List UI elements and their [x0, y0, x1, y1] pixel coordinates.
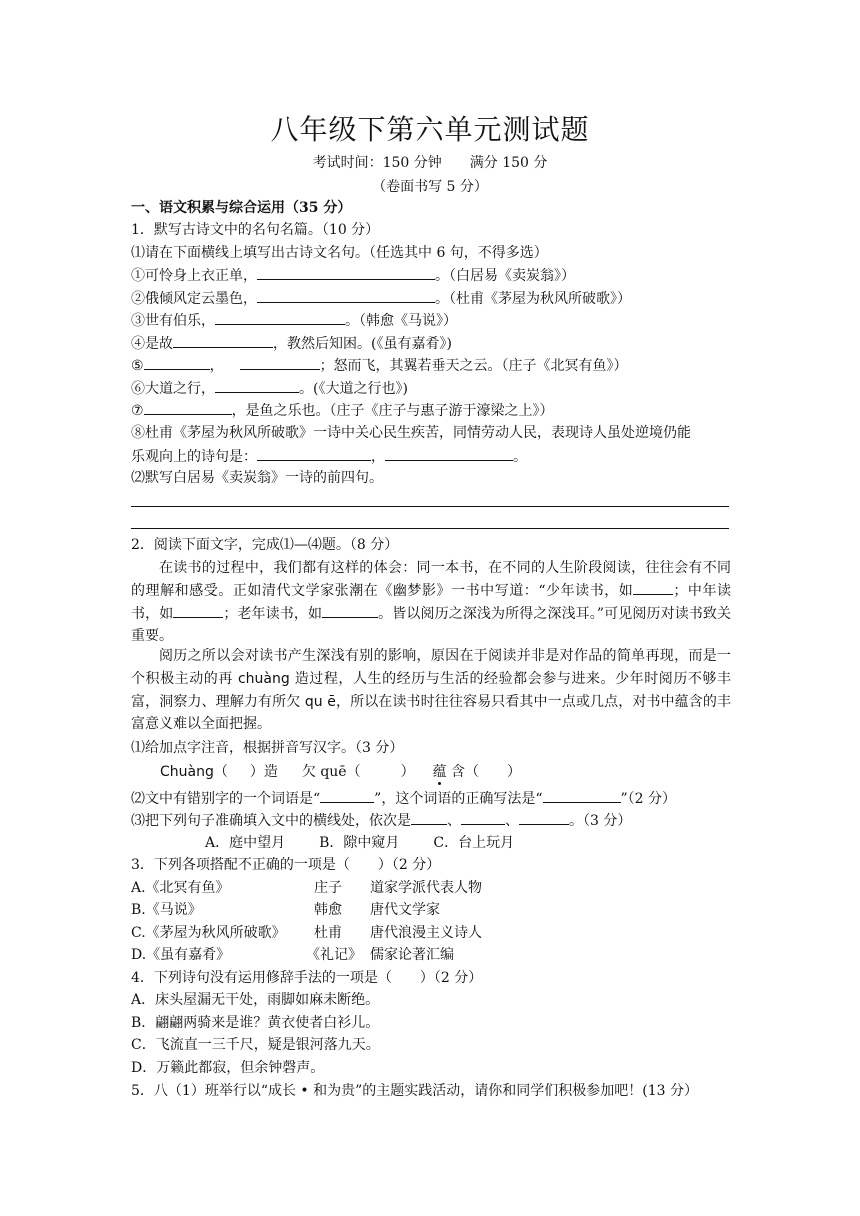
- q2-stem: 2．阅读下面文字，完成⑴—⑷题。（8 分）: [131, 537, 399, 553]
- item-text: ”，这个词语的正确写法是“: [374, 791, 543, 807]
- q1-stem: 1．默写古诗文中的名句名篇。（10 分）: [131, 222, 380, 238]
- answer-blank[interactable]: [215, 310, 345, 325]
- answer-blank[interactable]: [173, 333, 273, 348]
- passage-text: ，所以在读书时往往容易只看其中一点或几点，对书中蕴含的丰富意义难以全面把握。: [131, 693, 732, 733]
- item-sep: ，: [209, 358, 224, 374]
- option-b: B．隙中窥月: [319, 835, 400, 851]
- passage-text: ；中年读书，如: [131, 582, 732, 622]
- answer-blank[interactable]: [257, 288, 435, 303]
- answer-line[interactable]: [131, 528, 729, 529]
- answer-blank[interactable]: [461, 810, 505, 825]
- q4-option-a: A．床头屋漏无干处，雨脚如麻未断绝。: [131, 992, 380, 1008]
- q1-item-8: ⑧杜甫《茅屋为秋风所破歌》一诗中关心民生疾苦，同情劳动人民，表现诗人虽处逆境仍能: [131, 425, 691, 441]
- work: A.《北冥有鱼》: [131, 880, 230, 896]
- answer-line[interactable]: [131, 506, 729, 507]
- answer-blank[interactable]: [320, 788, 374, 803]
- item-text: ”（2 分）: [620, 791, 677, 807]
- q1-item-7: [131, 400, 554, 421]
- item-text: ⑥大道之行，: [131, 381, 215, 397]
- author: 庄子: [314, 880, 342, 896]
- q1-item-6: [131, 378, 408, 399]
- item-text: ③世有伯乐，: [131, 313, 215, 329]
- work: B.《马说》: [131, 902, 202, 918]
- item-text: ②俄倾风定云墨色，: [131, 291, 257, 307]
- char-han: 含（: [451, 764, 480, 780]
- answer-blank[interactable]: [240, 355, 320, 370]
- pinyin-chuang: Chuàng（: [160, 764, 228, 780]
- q1-sub2: ⑵默写白居易《卖炭翁》一诗的前四句。: [131, 470, 383, 486]
- author: 《礼记》: [306, 947, 362, 963]
- q1-sub1: ⑴请在下面横线上填写出古诗文名句。（任选其中 6 句，不得多选）: [131, 245, 548, 261]
- option-a: A．庭中望月: [205, 835, 286, 851]
- option-c: C．台上玩月: [433, 835, 515, 851]
- passage-blank[interactable]: [322, 603, 378, 618]
- item-source: ；怒而飞，其翼若垂天之云。（庄子《北冥有鱼》）: [319, 358, 628, 374]
- q1-item-8-cont: [131, 446, 527, 467]
- passage-text: 在读书的过程中，我们都有这样的体会：同一本书，在不同的人生阶段阅读，往往会有不同的理解和感受。正如清代文学家张潮在《幽梦影》一书中写道：“少年读书，如: [131, 560, 731, 599]
- passage-text: 造过程，人生的经历与生活的经验都会参与进来。少年时阅历不够丰富，洞察力、理解力有所欠: [131, 670, 731, 710]
- item-source: ，是鱼之乐也。（庄子《庄子与惠子游于濠梁之上》）: [231, 403, 554, 419]
- item-text: 。（3 分）: [569, 813, 632, 829]
- passage-text: 阅历之所以会对读书产生深浅有别的影响，原因在于阅读并非是对作品的简单再现，而是一个积极主动的再: [131, 648, 731, 687]
- answer-blank[interactable]: [144, 355, 210, 370]
- char-zao: ）造: [249, 764, 278, 780]
- q2-sub1: ⑴给加点字注音，根据拼音写汉字。（3 分）: [131, 740, 404, 756]
- q2-passage-1: [131, 557, 731, 648]
- q2-passage-2: [131, 645, 731, 736]
- description: 儒家论著汇编: [370, 947, 454, 963]
- item-source: 。(《大道之行也》): [299, 381, 408, 397]
- q4-option-c: C．飞流直一三千尺，疑是银河落九天。: [131, 1037, 380, 1053]
- paren-close: ）: [507, 764, 522, 780]
- description: 唐代文学家: [370, 902, 440, 918]
- item-text: ⑤: [131, 358, 144, 374]
- passage-text: 。皆以阅历之深浅为所得之深浅耳。”可见阅历对读书致关重要。: [131, 605, 732, 645]
- item-source: 。（白居易《卖炭翁》）: [435, 268, 575, 284]
- q2-sub1-items: [160, 762, 521, 782]
- item-text: ①可怜身上衣正单，: [131, 268, 257, 284]
- q1-item-2: [131, 288, 631, 309]
- pinyin-que: 欠 quē（: [301, 764, 361, 780]
- writing-note: （卷面书写 5 分）: [372, 179, 488, 195]
- description: 唐代浪漫主义诗人: [370, 925, 482, 941]
- item-text: ⑦: [131, 403, 144, 419]
- q1-item-5: [131, 355, 628, 376]
- answer-blank[interactable]: [215, 378, 299, 393]
- answer-blank[interactable]: [385, 446, 513, 461]
- author: 韩愈: [314, 902, 342, 918]
- q1-item-4: [131, 333, 452, 354]
- answer-blank[interactable]: [144, 400, 232, 415]
- item-sep: 、: [447, 813, 461, 829]
- pinyin: chuàng: [237, 670, 290, 687]
- answer-blank[interactable]: [257, 265, 435, 280]
- q1-item-1: [131, 265, 575, 286]
- dotted-char-yun: 蕴: [432, 764, 447, 780]
- q4-stem: 4．下列诗句没有运用修辞手法的一项是（ ）（2 分）: [131, 970, 483, 986]
- item-source: 。（韩愈《马说》）: [345, 313, 457, 329]
- item-sep: ，: [371, 449, 385, 465]
- item-source: ，教然后知困。(《虽有嘉肴》): [273, 336, 452, 352]
- answer-blank[interactable]: [519, 810, 569, 825]
- q3-stem: 3．下列各项搭配不正确的一项是（ ）（2 分）: [131, 857, 441, 873]
- paren-close: ）: [400, 764, 415, 780]
- q2-sub2: [131, 788, 676, 809]
- passage-blank[interactable]: [633, 580, 673, 595]
- passage-blank[interactable]: [173, 603, 223, 618]
- q1-item-3: [131, 310, 457, 331]
- item-text: ④是故: [131, 336, 173, 352]
- answer-blank[interactable]: [257, 446, 371, 461]
- item-source: 。（杜甫《茅屋为秋风所破歌》）: [435, 291, 631, 307]
- author: 杜甫: [314, 925, 342, 941]
- answer-blank[interactable]: [543, 788, 621, 803]
- q5-stem: 5．八（1）班举行以“成长 • 和为贵”的主题实践活动，请你和同学们积极参加吧！(13 分）: [131, 1083, 699, 1099]
- item-sep: 、: [505, 813, 519, 829]
- q2-sub3: [131, 810, 631, 831]
- passage-text: ；老年读书，如: [223, 605, 323, 622]
- work: D.《虽有嘉肴》: [131, 947, 231, 963]
- description: 道家学派代表人物: [370, 880, 482, 896]
- section-heading: 一、语文积累与综合运用（35 分）: [131, 200, 352, 216]
- q4-option-d: D．万籁此都寂，但余钟磬声。: [131, 1060, 325, 1076]
- page-title: 八年级下第六单元测试题: [270, 113, 590, 146]
- item-text: 乐观向上的诗句是：: [131, 449, 257, 465]
- item-text: ⑵文中有错别字的一个词语是“: [131, 791, 321, 807]
- q2-options: [205, 833, 514, 853]
- answer-blank[interactable]: [411, 810, 447, 825]
- pinyin: qu ē: [304, 693, 336, 710]
- q4-option-b: B．翩翩两骑来是谁？黄衣使者白衫儿。: [131, 1015, 380, 1031]
- item-text: ⑶把下列句子准确填入文中的横线处，依次是: [131, 813, 411, 829]
- work: C.《茅屋为秋风所破歌》: [131, 925, 286, 941]
- exam-info: 考试时间：150 分钟 满分 150 分: [312, 155, 548, 171]
- item-end: 。: [513, 449, 527, 465]
